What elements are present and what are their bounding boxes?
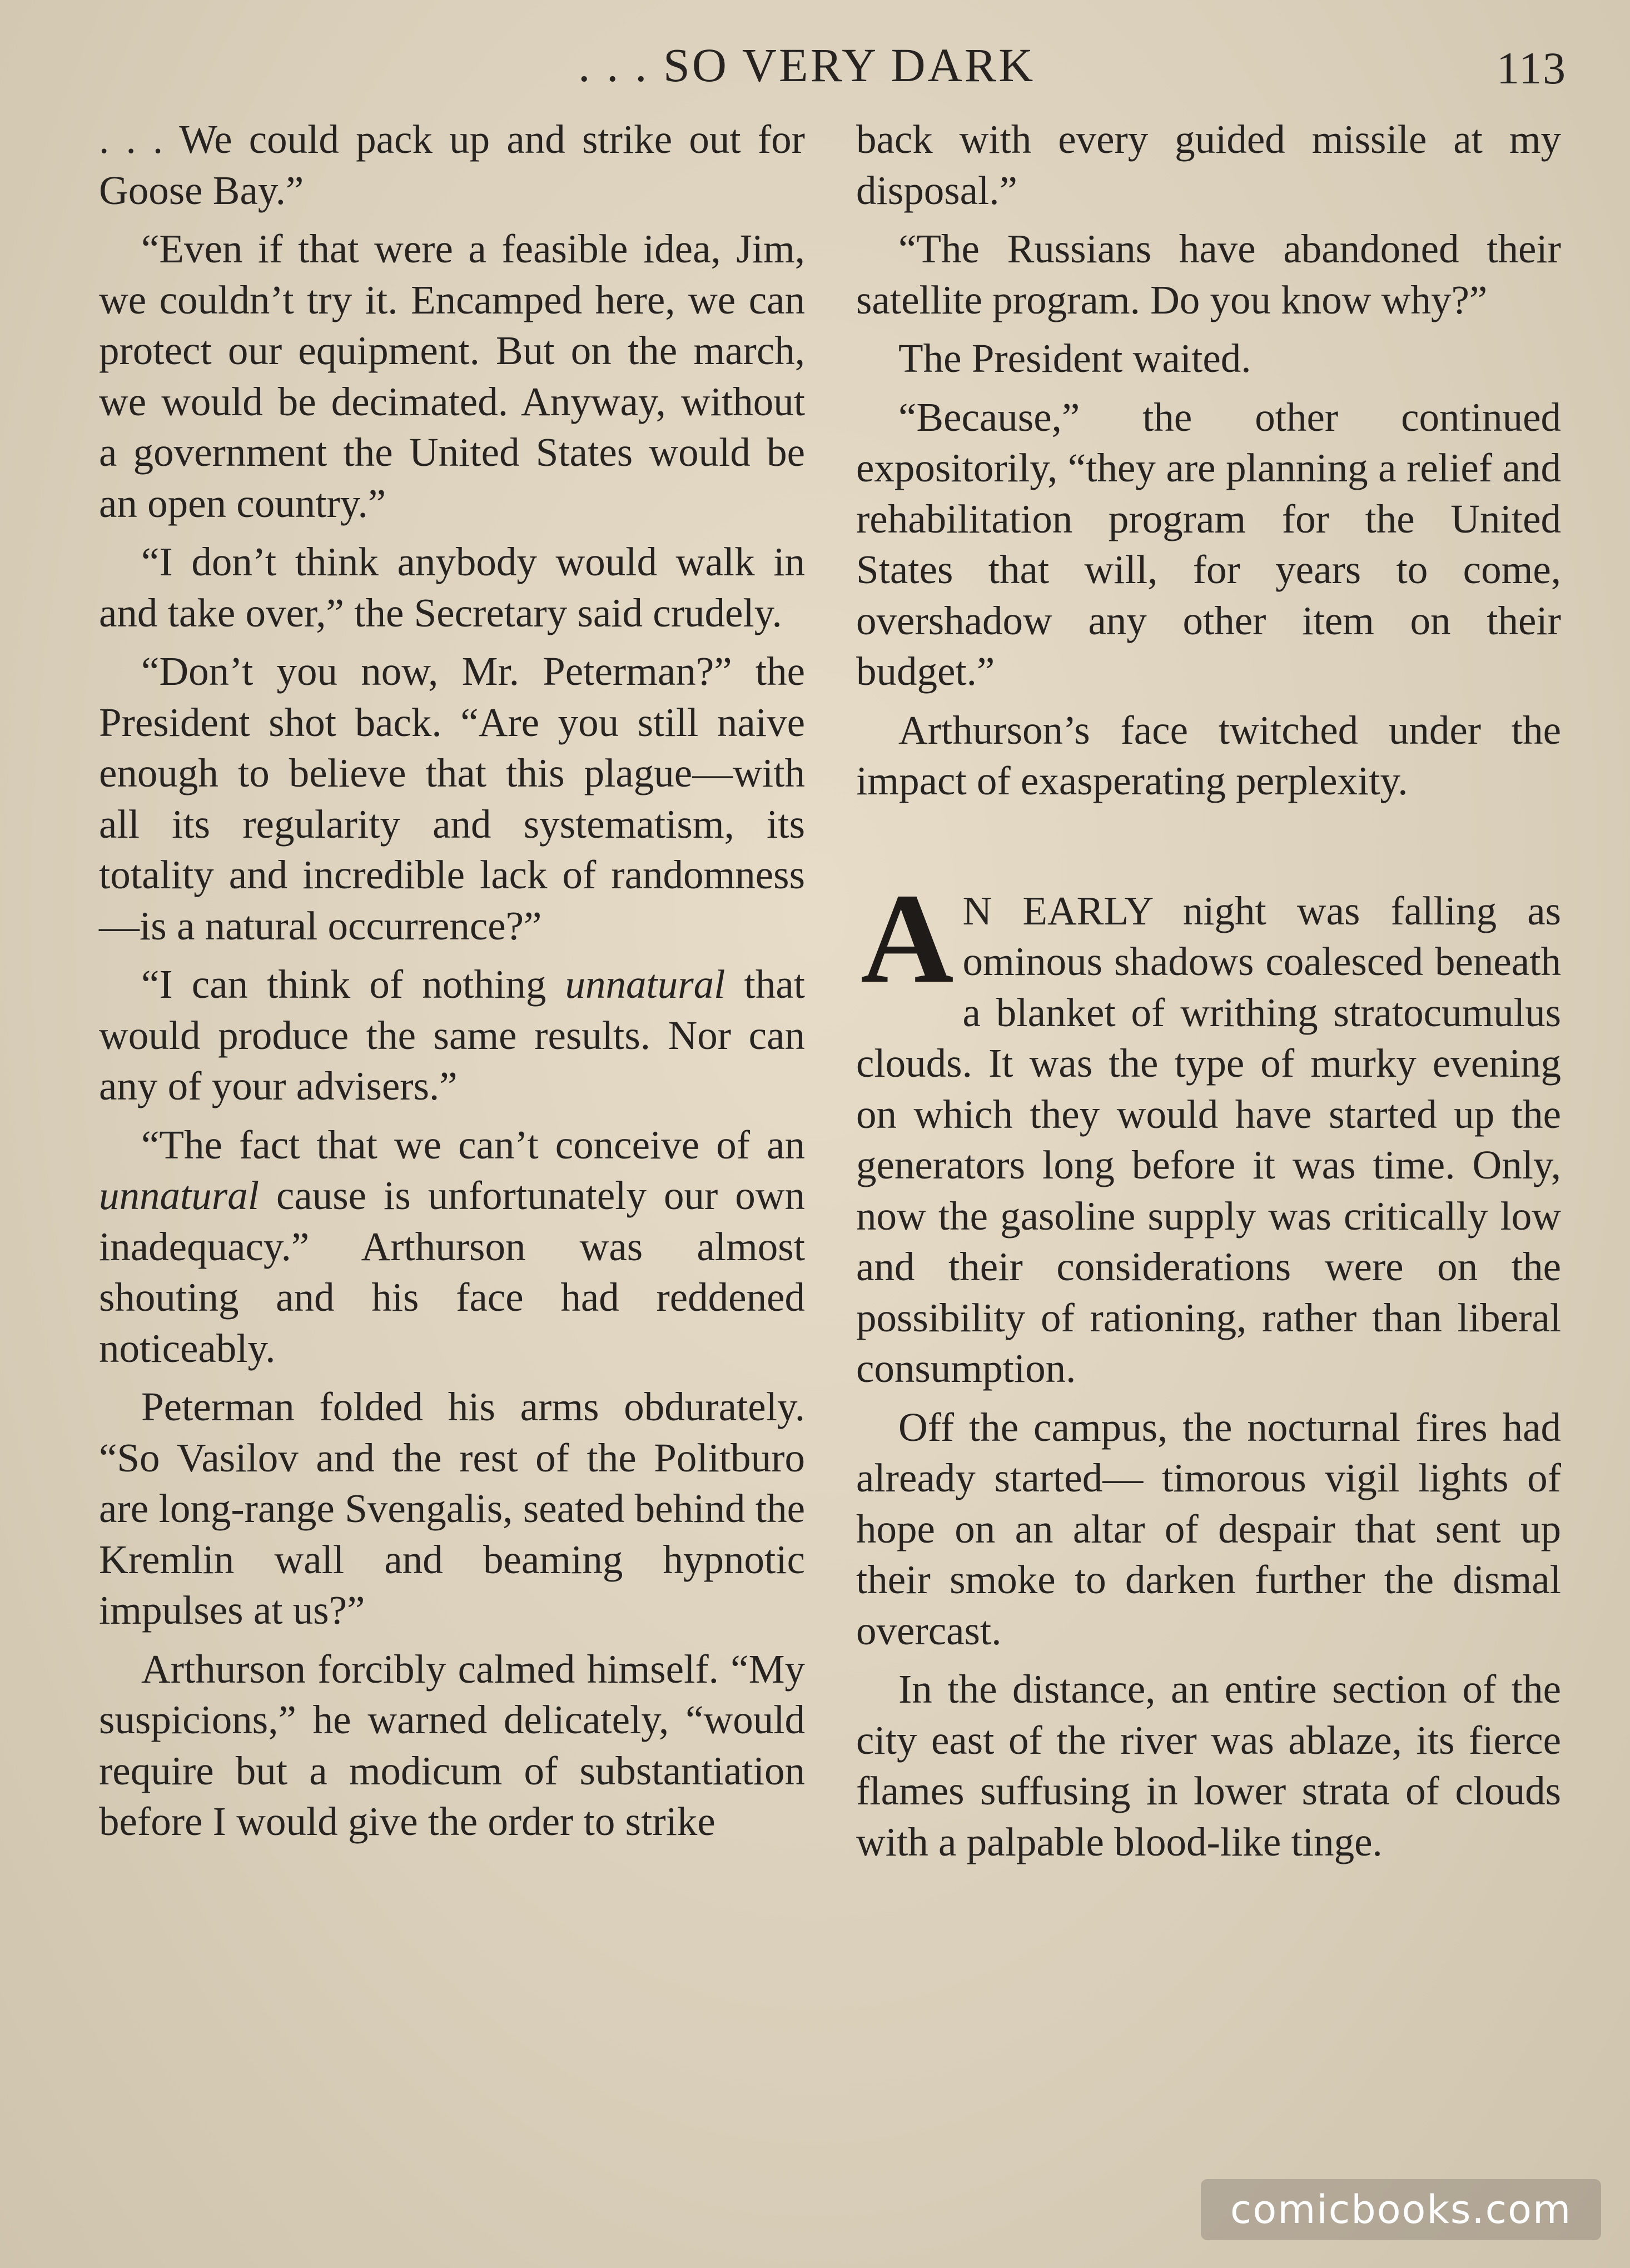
running-title: . . . SO VERY DARK <box>578 38 1036 92</box>
paragraph: “The Russians have abandoned their satellite program. Do you know why?” <box>856 226 1561 322</box>
emphasis: unnatural <box>99 1173 259 1218</box>
page-number: 113 <box>1497 43 1567 93</box>
page-header <box>0 34 1630 96</box>
emphasis: unnatural <box>565 962 725 1007</box>
paragraph: “Because,” the other continued expositorily, “they are planning a relief and rehabilitation program for the United States that will, for years to come, overshadow any other item on their budget.” <box>856 394 1561 694</box>
paragraph: “Even if that were a feasible idea, Jim, we couldn’t try it. Encamped here, we can protect our equipment. But on the march, we would be decimated. Anyway, without a government the United States would be an open country.” <box>99 226 805 526</box>
paragraph: The President waited. <box>898 336 1251 381</box>
paragraph: “Don’t you now, Mr. Peterman?” the President shot back. “Are you still naive enough to believe that this plague—with all its regularity and systematism, its totality and incredible lack of randomness—is a natural occurrence?” <box>99 649 805 948</box>
text-run: cause is unfortunately our own inadequacy.” Arthurson was almost shouting and his face had reddened noticeably. <box>99 1173 805 1371</box>
watermark: comicbooks.com <box>1201 2179 1601 2240</box>
paragraph: . . . We could pack up and strike out for Goose Bay.” <box>99 117 805 213</box>
text-run: “The fact that we can’t conceive of an <box>141 1122 805 1167</box>
text-run: that would produce the same results. Nor can any of your advisers.” <box>99 962 806 1108</box>
paragraph: In the distance, an entire section of the city east of the river was ablaze, its fierce flames suffusing in lower strata of clouds with a palpable blood-like tinge. <box>856 1667 1561 1864</box>
drop-cap: A <box>861 867 954 1010</box>
paragraph <box>99 1120 805 1374</box>
paragraph <box>99 959 805 1112</box>
left-column <box>99 114 805 1847</box>
paragraph: Arthurson forcibly calmed himself. “My suspicions,” he warned delicately, “would require but a modicum of substantiation before I would give the order to strike <box>99 1646 805 1844</box>
section-break <box>856 814 1561 886</box>
text-run: “I can think of nothing <box>141 962 565 1007</box>
text-run: N EARLY night was falling as ominous shadows coalesced beneath a blanket of writhing stratocumulus clouds. It was the type of murky evening on which they would have started up the generators long before it was time. Only, now the gasoline supply was critically low and their considerations were on the possibility of rationing, rather than liberal consumption. <box>856 888 1561 1391</box>
paragraph: Off the campus, the nocturnal fires had already started— timorous vigil lights of hope on an altar of despair that sent up their smoke to darken further the dismal overcast. <box>856 1404 1561 1653</box>
right-column <box>856 114 1561 1867</box>
paragraph: Arthurson’s face twitched under the impact of exasperating perplexity. <box>856 707 1561 803</box>
paragraph: “I don’t think anybody would walk in and take over,” the Secretary said crudely. <box>99 539 805 635</box>
paragraph: Peterman folded his arms obdurately. “So Vasilov and the rest of the Politburo are long-range Svengalis, seated behind the Kremlin wall and beaming hypnotic impulses at us?” <box>99 1384 805 1633</box>
paragraph: back with every guided missile at my disposal.” <box>856 117 1561 213</box>
paragraph-dropcap <box>856 867 1561 1394</box>
